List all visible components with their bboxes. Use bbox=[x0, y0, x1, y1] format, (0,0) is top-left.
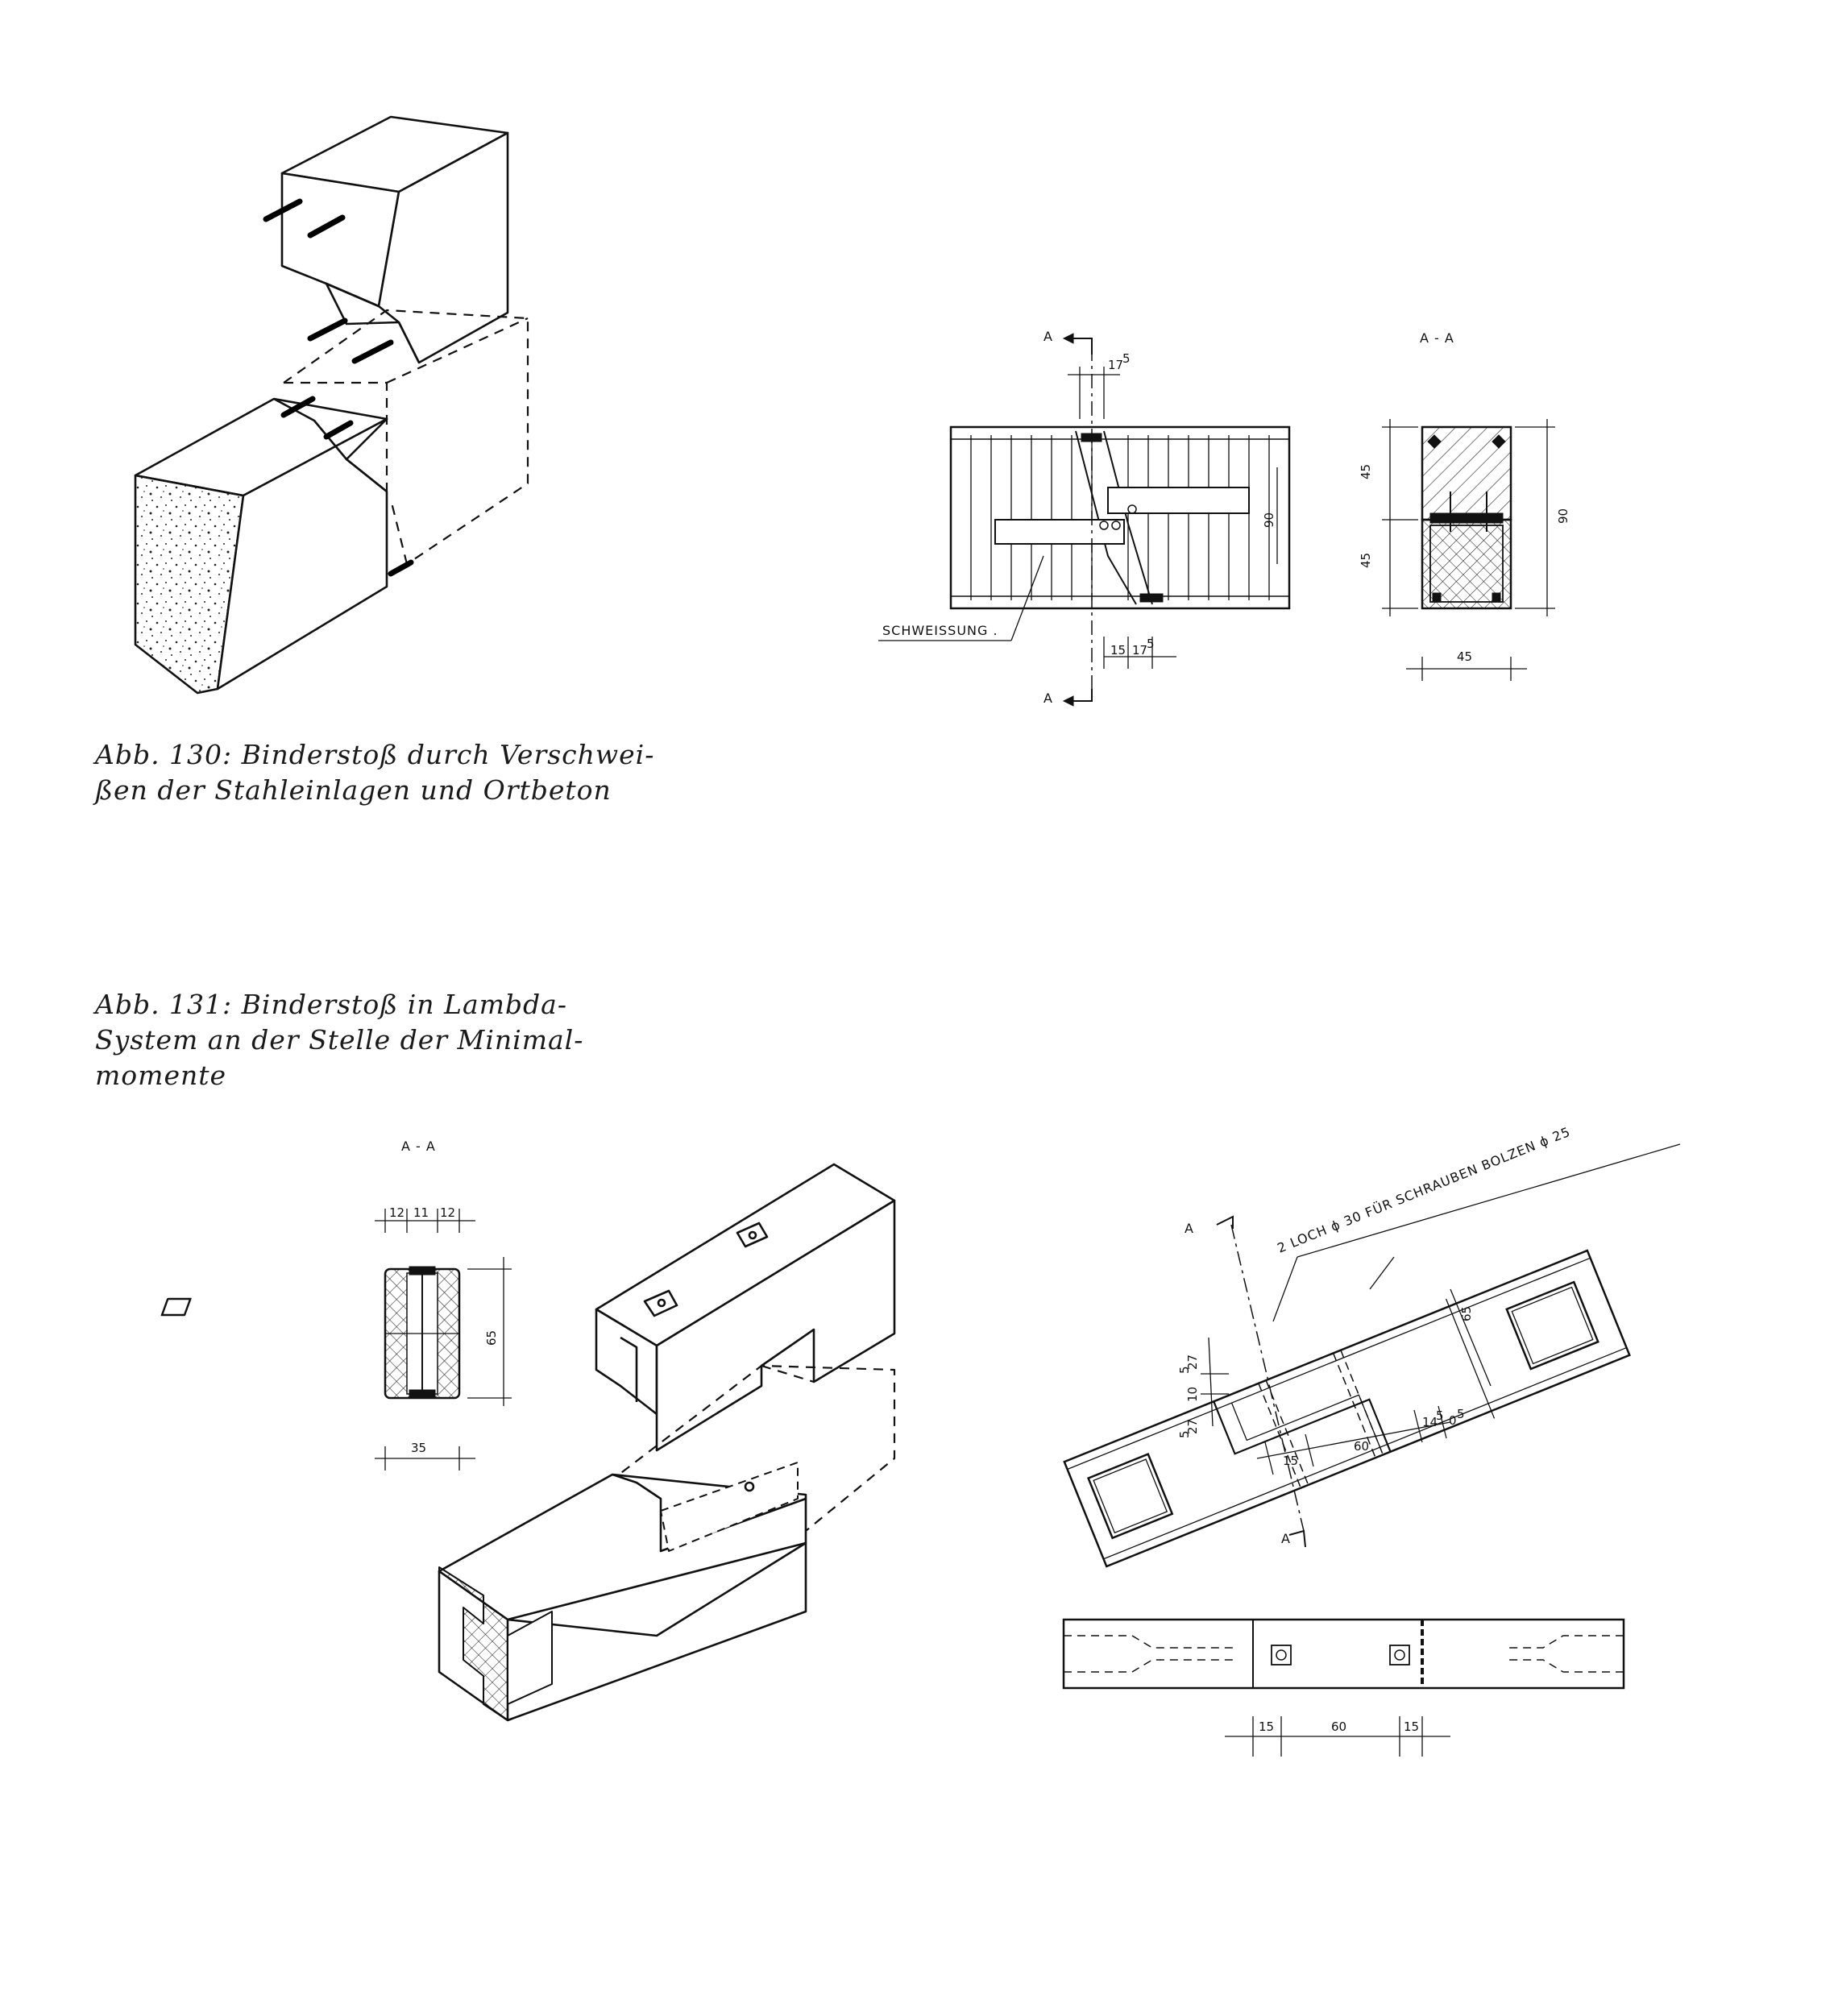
fig131-plan-d: 0 bbox=[1449, 1413, 1457, 1428]
fig130-section-mark-bottom: A bbox=[1043, 691, 1053, 706]
fig131-bolt-label: 2 LOCH ϕ 30 FÜR SCHRAUBEN BOLZEN ϕ 25 bbox=[1275, 1123, 1573, 1256]
fig131-elevation-labels bbox=[1259, 1719, 1419, 1734]
fig131-plan-mid: 10 bbox=[1185, 1386, 1200, 1402]
fig131-upper-piece bbox=[162, 1164, 894, 1450]
fig131-elev-b: 60 bbox=[1331, 1719, 1347, 1734]
fig130-caption-line-1: Abb. 130: Binderstoß durch Verschwei- bbox=[95, 739, 655, 770]
fig131-caption bbox=[95, 987, 583, 1093]
fig130-dim-bottom-a: 15 bbox=[1110, 643, 1126, 657]
fig130-section-mark-top: A bbox=[1043, 329, 1053, 344]
fig130-section-title: A - A bbox=[1420, 330, 1454, 346]
fig130-section bbox=[1382, 419, 1555, 681]
fig131-caption-line-3: momente bbox=[95, 1060, 227, 1091]
fig130-dim-bottom-b-sup: 5 bbox=[1147, 637, 1155, 651]
fig131-caption-line-1: Abb. 131: Binderstoß in Lambda- bbox=[95, 989, 567, 1020]
fig131-plan-lower-sup: 5 bbox=[1177, 1430, 1192, 1438]
fig131-plan-b: 60 bbox=[1354, 1439, 1370, 1454]
fig131-plan-c-sup: 5 bbox=[1436, 1408, 1444, 1423]
fig131-plan-a: 15 bbox=[1283, 1454, 1299, 1468]
fig130-dim-height: 90 bbox=[1262, 512, 1276, 528]
fig131-elev-c: 15 bbox=[1404, 1719, 1420, 1734]
fig131-plan-mark-bottom: A bbox=[1281, 1531, 1291, 1546]
fig130-isometric bbox=[135, 117, 528, 693]
fig131-dim-width: 35 bbox=[411, 1441, 427, 1455]
fig131-elev-a: 15 bbox=[1259, 1719, 1275, 1734]
fig130-sec-upper: 45 bbox=[1359, 463, 1373, 479]
fig130-dim-top: 17 bbox=[1108, 358, 1124, 372]
fig131-plan-c: 14 bbox=[1422, 1415, 1438, 1429]
fig131-dim-height: 65 bbox=[484, 1329, 499, 1346]
fig131-plan-height: 65 bbox=[1459, 1305, 1474, 1321]
fig130-elevation bbox=[878, 334, 1289, 706]
fig130-lower-block bbox=[135, 399, 387, 693]
fig131-section-title: A - A bbox=[401, 1139, 436, 1154]
fig131-isometric bbox=[162, 1164, 894, 1720]
fig130-caption-line-2: ßen der Stahleinlagen und Ortbeton bbox=[95, 774, 612, 806]
fig130-dim-bottom-b: 17 bbox=[1132, 643, 1148, 657]
fig131-plan-lower: 27 bbox=[1185, 1418, 1200, 1434]
fig130-sec-lower: 45 bbox=[1359, 552, 1373, 568]
fig130-weld-label: SCHWEISSUNG . bbox=[882, 623, 998, 638]
fig130-dim-top-sup: 5 bbox=[1122, 351, 1131, 366]
fig131-plan-d-sup: 5 bbox=[1457, 1407, 1465, 1421]
fig131-plan-upper: 27 bbox=[1185, 1354, 1200, 1370]
fig131-elevation bbox=[1064, 1620, 1624, 1757]
fig131-dim-w3: 12 bbox=[440, 1205, 456, 1220]
fig130-sec-width: 45 bbox=[1457, 649, 1473, 664]
fig130-upper-block bbox=[282, 117, 508, 363]
fig131-plan-mark-top: A bbox=[1185, 1221, 1194, 1236]
fig131-plan-upper-sup: 5 bbox=[1177, 1366, 1192, 1374]
fig131-dim-w1: 12 bbox=[389, 1205, 405, 1220]
fig130-caption bbox=[95, 737, 654, 808]
fig130-sec-total: 90 bbox=[1556, 508, 1570, 524]
fig131-lower-piece bbox=[439, 1462, 806, 1720]
fig131-dim-w2: 11 bbox=[413, 1205, 429, 1220]
fig131-caption-line-2: System an der Stelle der Minimal- bbox=[95, 1024, 584, 1056]
